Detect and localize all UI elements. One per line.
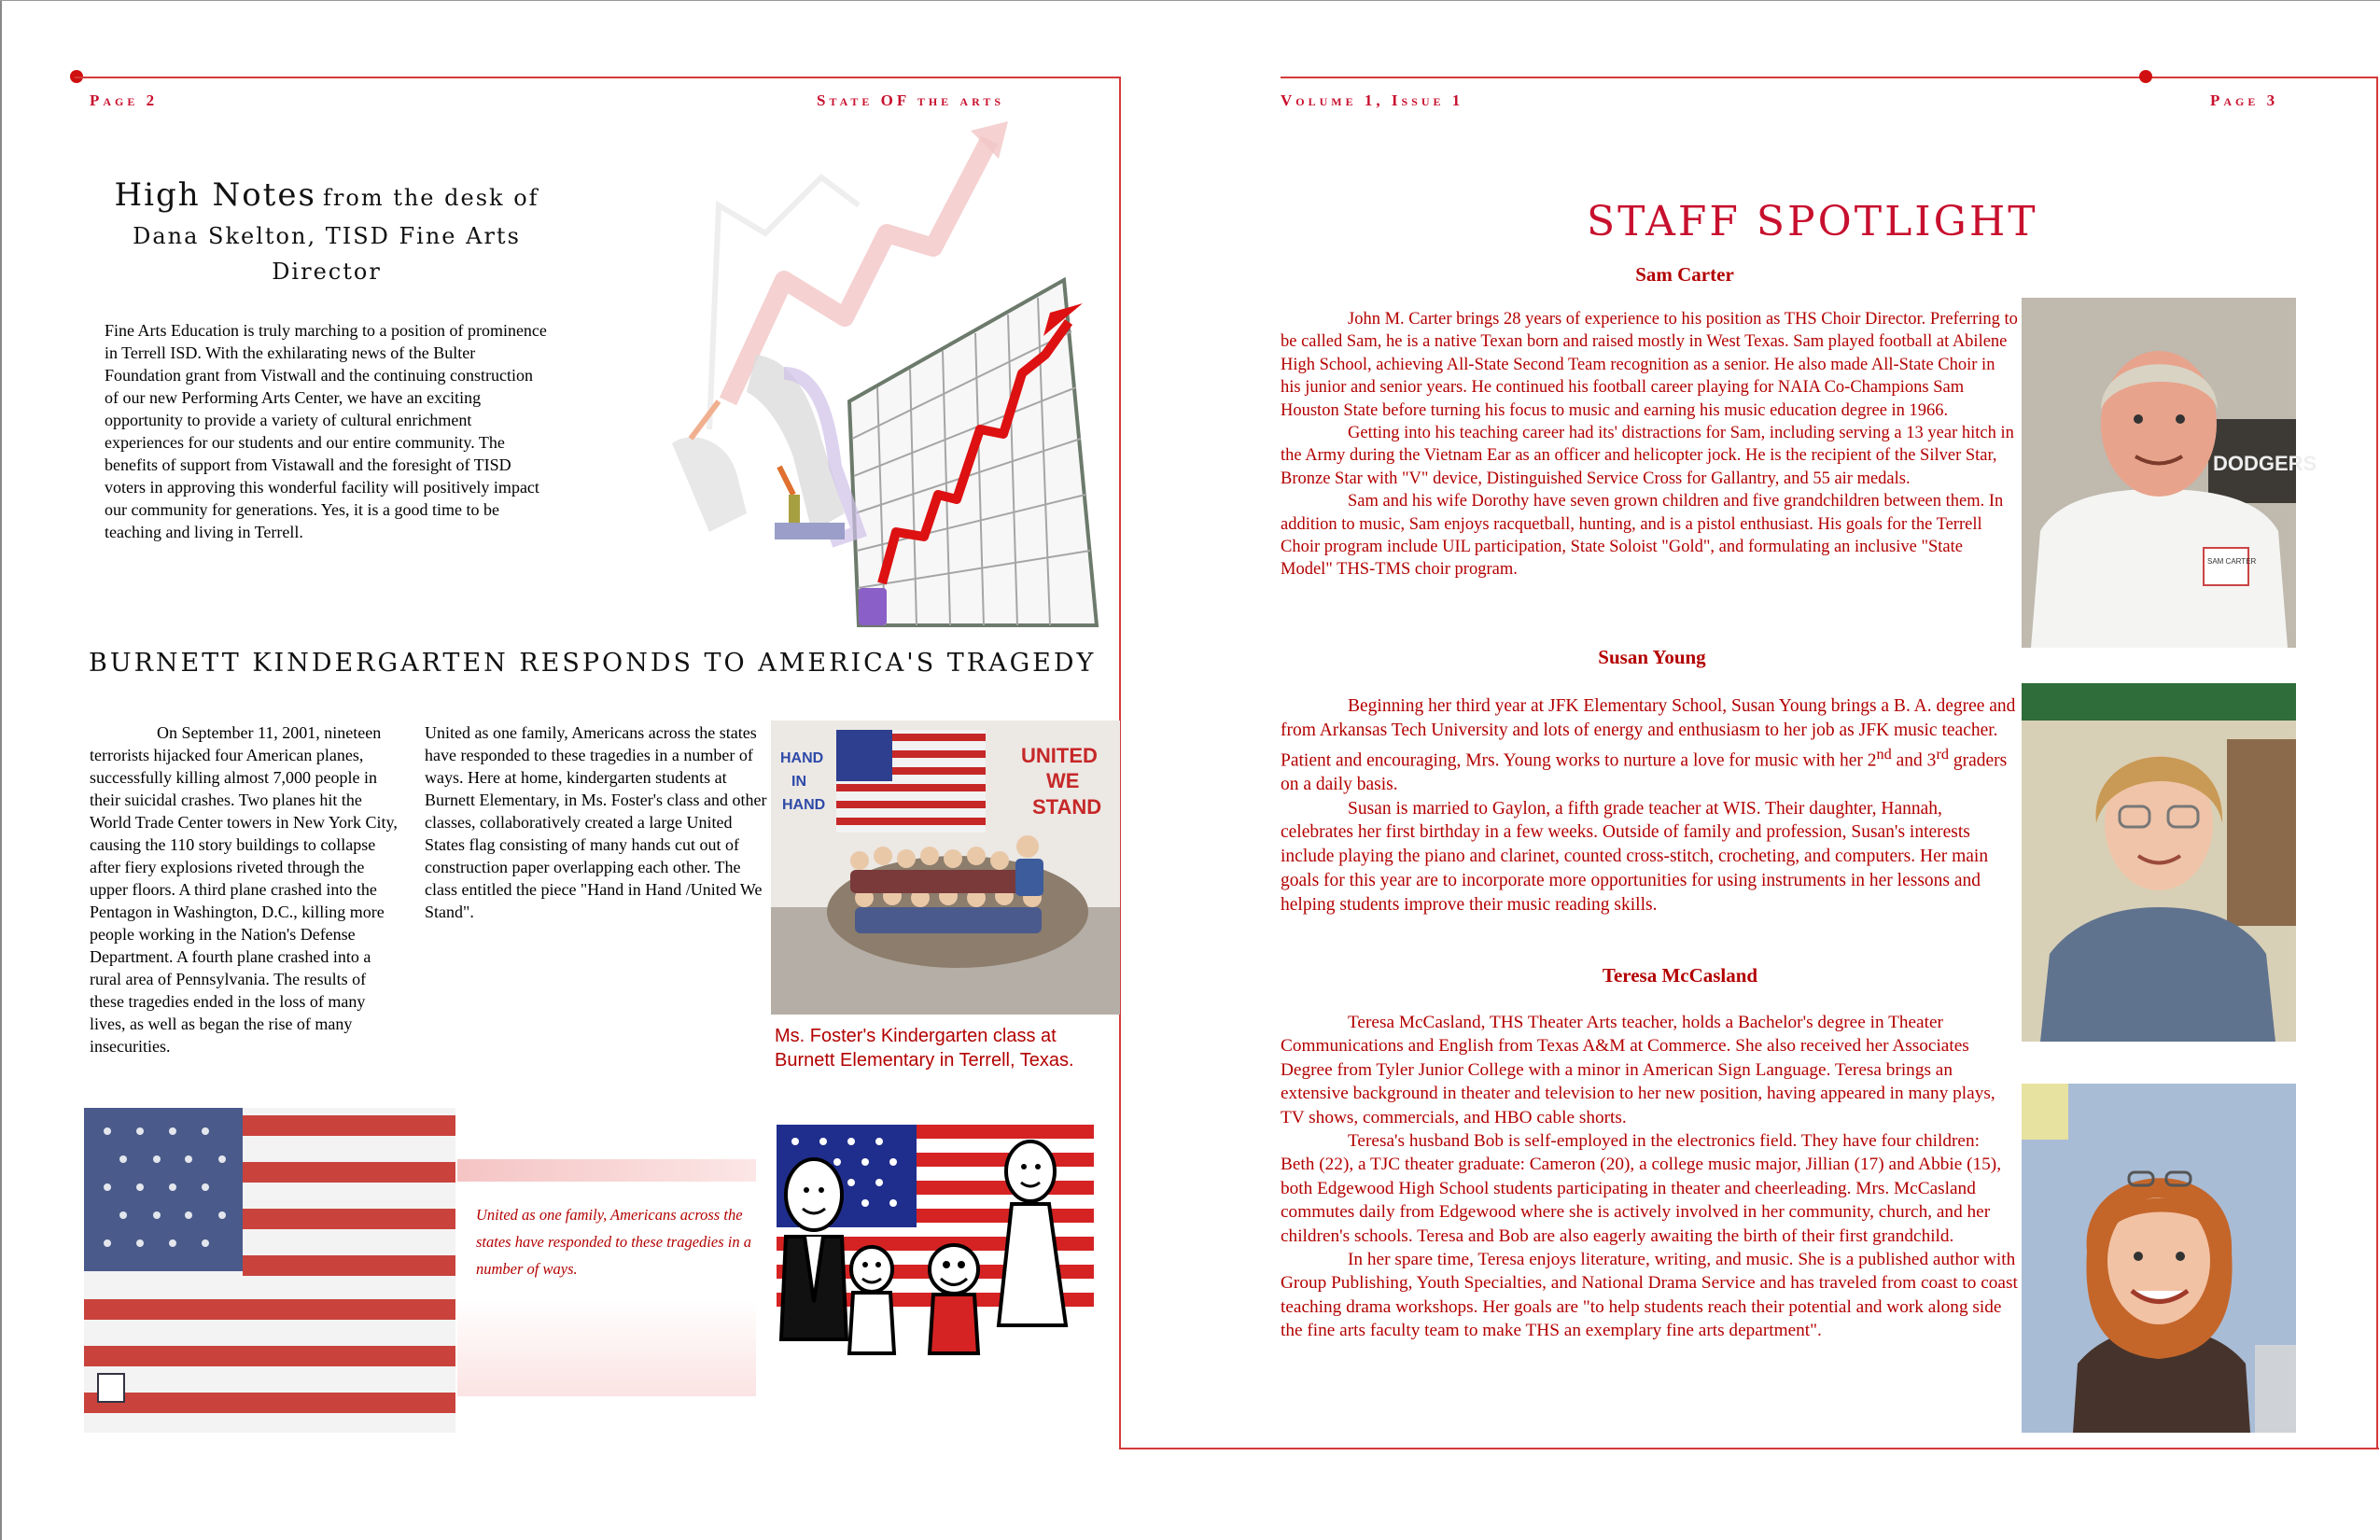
poster-united-we-stand: UNITED — [1021, 744, 1098, 767]
newsletter-name: State OF the arts — [817, 91, 1005, 109]
teresa-p2: Teresa's husband Bob is self-employed in the electronics field. They have four children: Beth (22), a TJC theater graduate: Cameron (20), a college music major, Jillian (17) and Abbie (15), both Edgewood High School students participating in theater and cheerleading. Mrs. McCasland commutes daily from Edgewood where she is actively involved in her community, church, and her children's schools. Teresa and Bob are also eagerly awaiting the birth of their first grandchild. — [1281, 1131, 2002, 1246]
pull-quote-bar — [457, 1159, 756, 1182]
susan-young-bio — [1281, 694, 2018, 917]
high-notes-line3: Director — [272, 259, 382, 285]
burnett-col1-text: On September 11, 2001, nineteen terrorists hijacked four American planes, successfully killing almost 7,000 people in their suicidal crashes. Two planes hit the World Trade Center towers in New York City, causing the 110 story buildings to collapse after fiery explosions riveted through the upper floors. A third plane crashed into the Pentagon in Washington, D.C., killing more people working in the Nation's Defense Department. A fourth plane crashed into a rural area of Pennsylvania. The results of these tragedies ended in the loss of many lives, as well as began the rise of many insecurities. — [90, 723, 398, 1056]
high-notes-body: Fine Arts Education is truly marching to a position of prominence in Terrell ISD. With the exhilarating news of the Bulter Foundation grant from Vistwall and the continuing construction of our new Performing Arts Center, we have an exciting opportunity to provide a variety of cultural enrichment experiences for our students and our entire community. The benefits of support from Vistawall and the foresight of TISD voters in approving this wonderful facility will positively impact our community for generations. Yes, it is a good time to be teaching and living in Terrell. — [105, 321, 547, 541]
burnett-heading: BURNETT KINDERGARTEN RESPONDS TO AMERICA'S TRAGEDY — [89, 649, 1097, 678]
burnett-col2-lead: United as one family, Americans across the states — [425, 723, 757, 742]
page-top-edge — [0, 0, 2380, 1]
high-notes-title-big: High Notes — [114, 176, 316, 214]
growth-chart-clipart — [579, 121, 1111, 625]
susan-young-p2: Susan is married to Gaylon, a fifth grade teacher at WIS. Their daughter, Hannah, celebrates her first birthday in a few weeks. Outside of family and profession, Susan's interests include playing the piano and clarinet, counted cross-stitch, crocheting, and computers. Her main goals for this year are to incorporate more opportunities for using instruments in her lessons and helping students improve their music reading skills. — [1281, 798, 1989, 915]
sam-carter-p1: John M. Carter brings 28 years of experience to his position as THS Choir Director. Preferring to be called Sam, he is a native Texan born and raised mostly in West Texas. Sam played football at Abilene High School, achieving All-State Second Team recognition as a senior. He also made All-State Choir in his junior and senior years. He continued his football career playing for NAIA Co-Champions Sam Houston State before turning his focus to music and earning his music education degree in 1966. — [1281, 310, 2018, 420]
svg-text:HAND: HAND — [782, 797, 826, 813]
svg-text:IN: IN — [791, 774, 806, 790]
teresa-p3: In her spare time, Teresa enjoys literature, writing, and music. She is a published author with Group Publishing, Youth Specialties, and National Drama Service and has traveled from coast to coast teaching drama workshops. Her goals are "to help students reach their potential and work along side the fine arts faculty team to make THS an exemplary fine arts department". — [1281, 1250, 2018, 1341]
right-header-dot — [2139, 70, 2152, 83]
volume-issue: Volume 1, Issue 1 — [1281, 91, 1464, 109]
susan-p1-after: graders on a daily basis. — [1281, 750, 2008, 794]
sam-carter-name-badge: SAM CARTER — [2207, 557, 2257, 566]
teresa-p1: Teresa McCasland, THS Theater Arts teacher, holds a Bachelor's degree in Theater Communications and English from Texas A&M at Commerce. She also received her Associates Degree from Tyler Junior College with a minor in American Sign Language. Teresa brings an extensive background in theater and television to her new position, having appeared in many plays, TV shows, commercials, and HBO cable shorts. — [1281, 1013, 1995, 1127]
svg-text:STAND: STAND — [1032, 795, 1102, 819]
sam-carter-p2: Getting into his teaching career had its' distractions for Sam, including serving a 13 year hitch in the Army during the Vietnam Ear as an officer and helicopter jock. He is the recipient of the Silver Star, Bronze Star with "V" device, Distinguished Service Cross for Gallantry, and 55 air medals. — [1281, 424, 2014, 488]
page-left-edge — [0, 0, 2, 1540]
hand-flag-artwork — [84, 1108, 455, 1433]
susan-p1-sup2: rd — [1936, 745, 1949, 763]
susan-p1-mid: and 3 — [1891, 750, 1937, 771]
teresa-mccasland-photo — [2022, 1084, 2296, 1433]
left-page-number: Page 2 — [90, 91, 159, 109]
wall-sign-dodgers: DODGERS — [2213, 452, 2317, 475]
teresa-mccasland-bio — [1281, 1011, 2018, 1343]
susan-young-p1 — [1281, 694, 2018, 797]
susan-young-photo — [2022, 683, 2296, 1042]
high-notes-title-rest: from the desk of — [323, 185, 539, 211]
susan-p1-sup1: nd — [1876, 745, 1892, 763]
staff-spotlight-title: STAFF SPOTLIGHT — [1587, 198, 2038, 245]
kindergarten-class-photo — [771, 721, 1120, 1015]
right-header-rule — [1281, 77, 2377, 78]
staff-name-teresa-mccasland: Teresa McCasland — [1602, 964, 1758, 987]
burnett-col2-body: have responded to these tragedies in a number of ways. Here at home, kindergarten students at Burnett Elementary, in Ms. Foster's class and other classes, collaboratively created a large United States flag consisting of many hands cut out of construction paper overlapping each other. The class entitled the piece "Hand in Hand /United We Stand". — [425, 746, 767, 921]
susan-p1-before: Beginning her third year at JFK Elementary School, Susan Young brings a B. A. degree and from Arkansas Tech University and lots of energy and enthusiasm to her job as JFK music teacher. Patient and encouraging, Mrs. Young works to nurture a love for music with her 2 — [1281, 696, 2016, 771]
right-page-left-border — [1119, 1448, 2379, 1449]
sam-carter-p3: Sam and his wife Dorothy have seven grown children and five grandchildren between them. In addition to music, Sam enjoys racquetball, hunting, and is a pistol enthusiast. His goals for the Terrell Choir program include UIL participation, State Soloist "Gold", and formulating an inclusive "State Model" THS-TMS choir program. — [1281, 492, 2004, 580]
sam-carter-bio — [1281, 308, 2018, 581]
family-flag-clipart — [767, 1115, 1113, 1395]
sam-carter-photo — [2022, 298, 2317, 648]
hand-flag-poster — [836, 730, 986, 833]
right-page-number: Page 3 — [2210, 91, 2279, 109]
staff-name-sam-carter: Sam Carter — [1635, 263, 1734, 286]
burnett-column-1 — [90, 721, 403, 1057]
pull-quote-text: United as one family, Americans across the states have responded to these tragedies in a number of ways. — [476, 1206, 751, 1278]
class-photo-caption: Ms. Foster's Kindergarten class at Burnett Elementary in Terrell, Texas. — [775, 1026, 1074, 1071]
high-notes-title — [89, 177, 565, 289]
burnett-column-2 — [425, 721, 772, 923]
poster-hand-in-hand: HAND — [780, 750, 824, 766]
svg-text:WE: WE — [1046, 769, 1080, 792]
right-page-right-border — [2376, 77, 2378, 1449]
staff-name-susan-young: Susan Young — [1598, 646, 1706, 668]
left-header-rule — [75, 77, 1120, 78]
high-notes-line2: Dana Skelton, TISD Fine Arts — [133, 223, 521, 249]
